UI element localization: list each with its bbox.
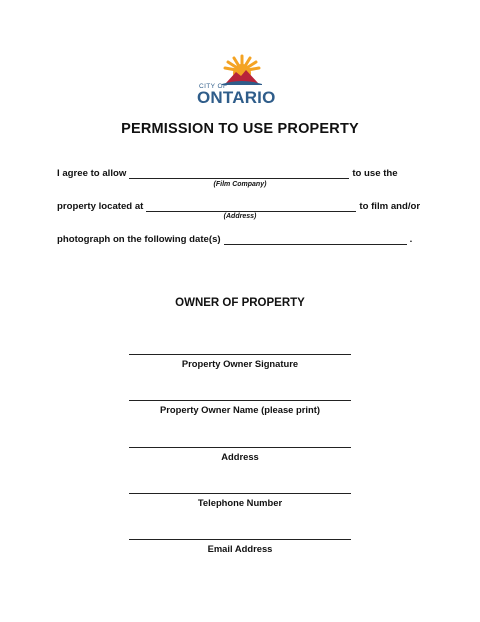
owner-name-block: [129, 400, 351, 415]
owner-telephone-line[interactable]: [129, 493, 351, 494]
line-1-prefix: I agree to allow: [57, 168, 127, 179]
logo-ontario-text: ONTARIO: [197, 88, 276, 107]
city-of-ontario-logo: [196, 53, 288, 109]
owner-name-label: Property Owner Name (please print): [160, 404, 320, 415]
owner-address-block: [129, 447, 351, 462]
owner-signature-block: [129, 354, 351, 369]
owner-telephone-label: Telephone Number: [197, 497, 283, 508]
film-company-hint: (Film Company): [213, 181, 267, 188]
line-3-prefix: photograph on the following date(s): [57, 234, 221, 245]
owner-name-line[interactable]: [129, 400, 351, 401]
owner-section-heading: OWNER OF PROPERTY: [175, 297, 305, 309]
owner-signature-line[interactable]: [129, 354, 351, 355]
address-field[interactable]: [146, 201, 356, 212]
owner-telephone-block: [129, 493, 351, 508]
line-1-suffix: to use the: [352, 168, 398, 179]
owner-email-label: Email Address: [207, 543, 273, 554]
logo-city-of-text: CITY OF: [199, 83, 228, 90]
agreement-line-1: [57, 168, 398, 179]
owner-email-line[interactable]: [129, 539, 351, 540]
line-2-prefix: property located at: [57, 201, 144, 212]
owner-email-block: [129, 539, 351, 554]
line-3-suffix: .: [409, 234, 413, 245]
line-2-suffix: to film and/or: [359, 201, 421, 212]
agreement-line-3: [57, 234, 412, 245]
owner-address-label: Address: [221, 451, 259, 462]
dates-field[interactable]: [224, 234, 407, 245]
owner-signature-label: Property Owner Signature: [181, 358, 299, 369]
owner-address-line[interactable]: [129, 447, 351, 448]
address-hint: (Address): [223, 213, 257, 220]
agreement-line-2: [57, 201, 420, 212]
page-title: PERMISSION TO USE PROPERTY: [121, 121, 359, 137]
film-company-field[interactable]: [129, 168, 349, 179]
